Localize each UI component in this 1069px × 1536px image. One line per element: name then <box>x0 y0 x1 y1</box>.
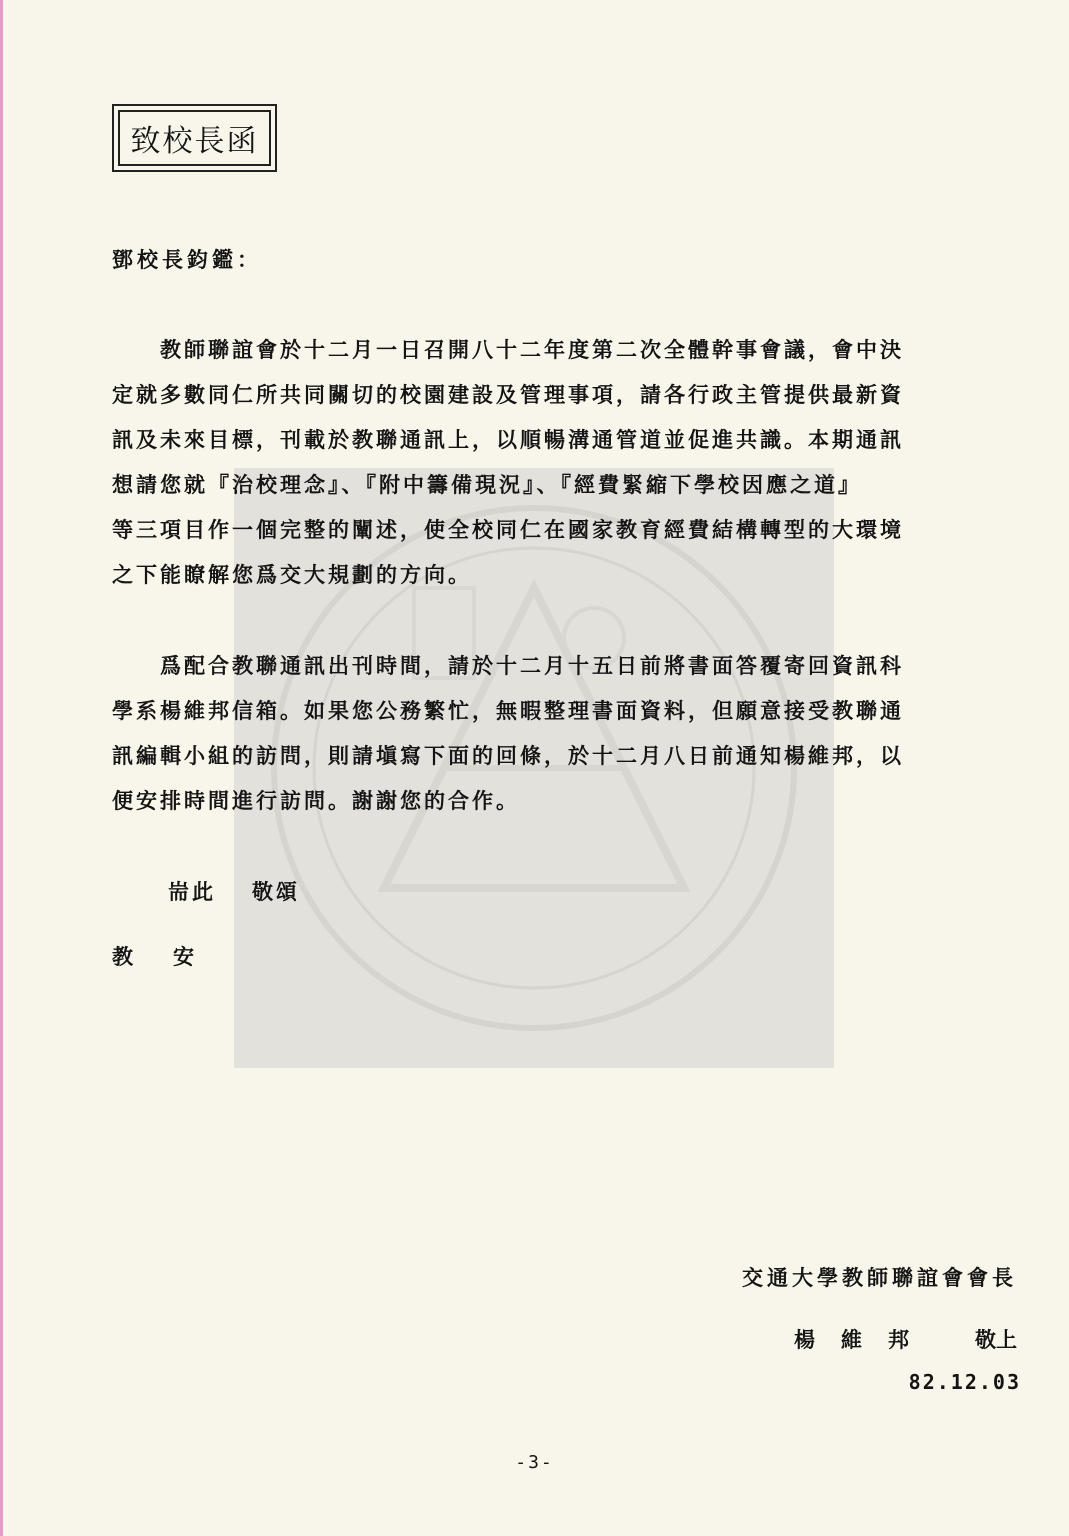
text-line: 學系楊維邦信箱。如果您公務繁忙，無暇整理書面資料，但願意接受教聯通 <box>112 698 904 723</box>
text-line: 定就多數同仁所共同關切的校園建設及管理事項，請各行政主管提供最新資 <box>112 382 904 407</box>
closing-greeting: 教安 <box>112 944 234 969</box>
letter-title: 致校長函 <box>118 110 271 166</box>
letter-title-box <box>112 104 277 172</box>
paragraph-2 <box>112 643 1016 823</box>
page-number: -3- <box>515 1452 554 1473</box>
text-line: 訊編輯小組的訪問，則請塡寫下面的回條，於十二月八日前通知楊維邦，以 <box>112 743 904 768</box>
signature-suffix: 敬上 <box>975 1327 1017 1352</box>
text-line: 教師聯誼會於十二月一日召開八十二年度第二次全體幹事會議，會中決 <box>112 337 904 362</box>
text-line: 便安排時間進行訪問。謝謝您的合作。 <box>112 788 520 813</box>
signature-name: 楊維邦 <box>794 1327 935 1352</box>
salutation: 鄧校長鈞鑑： <box>112 247 262 272</box>
page-edge-mark <box>0 0 3 1536</box>
closing-phrase <box>168 876 300 906</box>
text-line: 訊及未來目標，刊載於教聯通訊上，以順暢溝通管道並促進共識。本期通訊 <box>112 427 904 452</box>
signature-date: 82.12.03 <box>908 1370 1021 1394</box>
text-line: 想請您就『治校理念』、『附中籌備現況』、『經費緊縮下學校因應之道』 <box>112 472 862 497</box>
paragraph-1 <box>112 327 1016 597</box>
closing-part-2: 敬頌 <box>252 879 300 904</box>
signature-organization: 交通大學教師聯誼會會長 <box>742 1265 1017 1290</box>
closing-part-1: 耑此 <box>168 879 216 904</box>
text-line: 之下能瞭解您爲交大規劃的方向。 <box>112 562 472 587</box>
text-line: 爲配合教聯通訊出刊時間，請於十二月十五日前將書面答覆寄回資訊科 <box>112 653 904 678</box>
text-line: 等三項目作一個完整的闡述，使全校同仁在國家教育經費結構轉型的大環境 <box>112 517 904 542</box>
signature-line <box>794 1324 1017 1354</box>
